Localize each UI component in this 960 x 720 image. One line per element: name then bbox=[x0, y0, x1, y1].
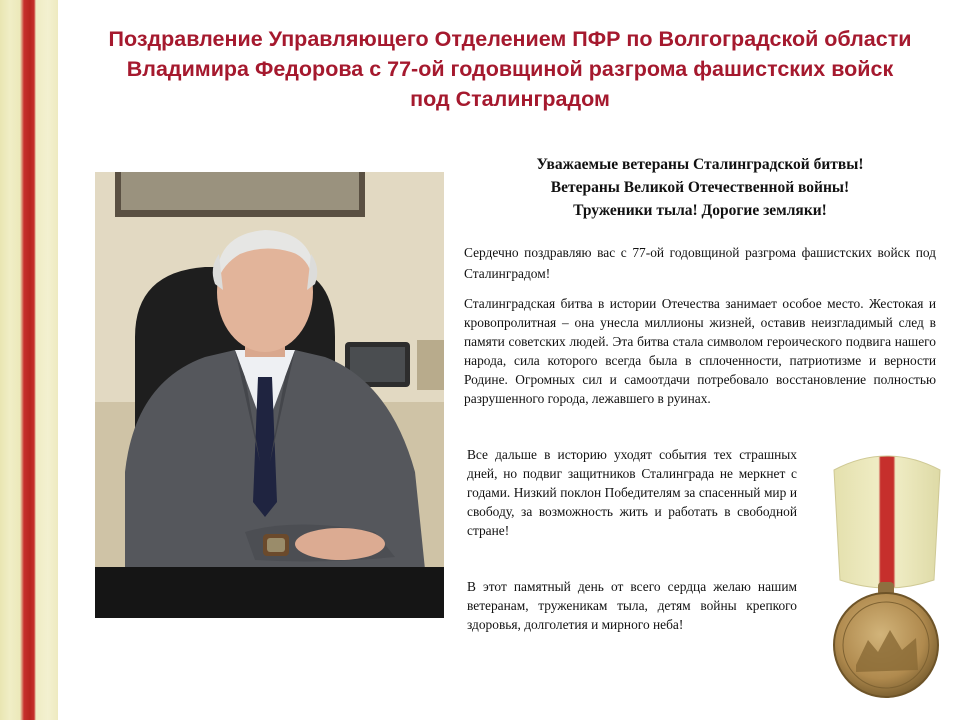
greeting-line-1: Уважаемые ветераны Сталинградской битвы! bbox=[536, 156, 864, 173]
paragraph-congratulation: Сердечно поздравляю вас с 77-ой годовщиной разгрома фашистских войск под Сталинградом! bbox=[464, 245, 936, 281]
greeting-line-3: Труженики тыла! Дорогие земляки! bbox=[573, 202, 827, 219]
medal-illustration bbox=[812, 440, 960, 715]
portrait-illustration bbox=[95, 172, 444, 618]
portrait-photo bbox=[95, 172, 444, 618]
stalingrad-medal-image bbox=[812, 440, 960, 715]
title-line-3: под Сталинградом bbox=[410, 87, 610, 111]
greeting-block bbox=[460, 153, 940, 222]
greeting-line-2: Ветераны Великой Отечественной войны! bbox=[550, 179, 850, 196]
page-title bbox=[60, 24, 960, 114]
title-line-2: Владимира Федорова с 77-ой годовщиной разгрома фашистских войск bbox=[126, 57, 894, 81]
paragraph-memory: Все дальше в историю уходят события тех страшных дней, но подвиг защитников Сталинграда не меркнет с годами. Низкий поклон Победителям за спасенный мир и свободу, за возможность жить и работать в свободной стране! bbox=[467, 447, 797, 538]
decorative-ribbon bbox=[0, 0, 58, 720]
paragraph-battle-history: Сталинградская битва в истории Отечества занимает особое место. Жестокая и кровопролитная – она унесла миллионы жизней, оставив неизгладимый след в памяти советских людей. Эта битва стала символом героического подвига нашего народа, сила которого всегда была в сплоченности, патриотизме и верности Родине. Огромных сил и самоотдачи потребовало восстановление полностью разрушенного города, лежавшего в руинах. bbox=[464, 296, 936, 406]
paragraph-wishes: В этот памятный день от всего сердца желаю нашим ветеранам, труженикам тыла, детям войны крепкого здоровья, долголетия и мирного неба! bbox=[467, 579, 797, 632]
title-line-1: Поздравление Управляющего Отделением ПФР по Волгоградской области bbox=[108, 27, 912, 51]
